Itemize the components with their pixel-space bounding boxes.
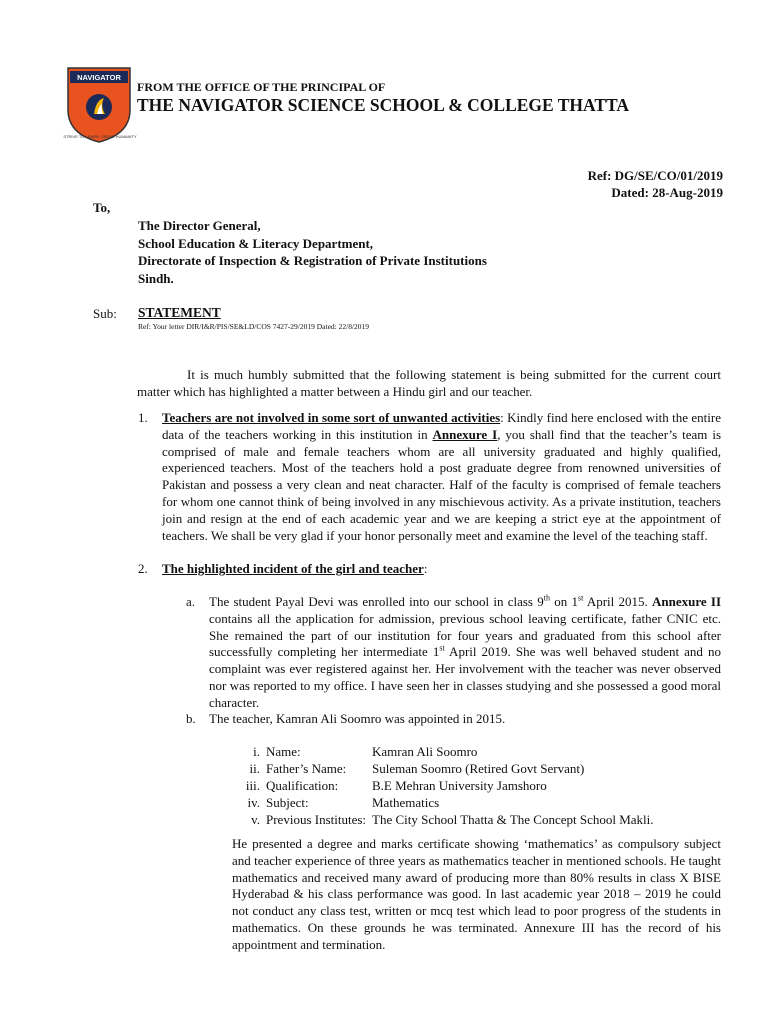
list-numeral: ii.	[249, 760, 260, 776]
item-1-text: : Kindly find here enclosed with the entire data of the teachers working in this institution in	[162, 410, 722, 442]
ref-number: Ref: DG/SE/CO/01/2019	[587, 168, 723, 183]
sub-a-text: April 2015.	[583, 594, 652, 609]
closing-paragraph: He presented a degree and marks certificate showing ‘mathematics’ as compulsory subject and teacher experience of three years as mathematics teacher in mentioned schools. He taught mathematics and received many award of producing more than 80% results in class X BISE Hyderabad & his class performance was good. In last academic year 2018 – 2019 he could not conduct any class test, written or mcq test which lead to poor progress of the students in mathematics. On these grounds he was terminated. Annexure III has the record of his appointment and termination.	[232, 836, 721, 952]
address-line: School Education & Literacy Department,	[138, 235, 374, 251]
item-2-number: 2.	[138, 561, 148, 576]
item-2-colon: :	[423, 561, 428, 576]
list-item	[218, 812, 654, 829]
item-1-text: , you shall find that the teacher’s team is comprised of male and female teachers whom are all university graduated and highly qualified, experienced teachers. Most of the teachers hold a post graduate degree from renowned universities of Pakistan and possess a very clean and neat character. Half of the faculty is comprised of female teachers for whom one cannot think of being involved in any mischievous activity. As a private institution, teachers join and resign at the end of each academic year and we are keeping a strict eye at the appointment of teachers. We shall be very glad if your honor personally meet and examine the level of the teaching staff.	[162, 426, 722, 543]
address-line: Sindh.	[138, 270, 174, 286]
detail-label: Previous Institutes:	[266, 811, 367, 827]
item-2-paragraph	[162, 561, 721, 578]
list-item	[218, 744, 654, 761]
detail-label: Father’s Name:	[266, 760, 347, 776]
school-name: THE NAVIGATOR SCIENCE SCHOOL & COLLEGE THATTA	[137, 95, 630, 115]
item-2-heading: The highlighted incident of the girl and teacher	[162, 561, 424, 576]
sub-a-text: April 2019. She was well behaved student and no complaint was ever registered against her. Her involvement with the teacher was never observed nor was reported to my office. I have seen her in classes studying and she possessed a good moral character.	[209, 644, 721, 710]
school-logo-icon	[66, 64, 132, 144]
superscript: th	[543, 593, 550, 603]
sub-a-text: contains all the application for admission, previous school leaving certificate, father CNIC etc. She remained the part of our institution for four years and graduated from this school after successfully completing her intermediate 1	[209, 610, 721, 660]
subject-label: Sub:	[93, 306, 117, 321]
detail-label: Name:	[266, 744, 301, 759]
list-numeral: iii.	[245, 777, 260, 793]
subject-title: STATEMENT	[138, 305, 221, 320]
sub-a-letter: a.	[186, 594, 196, 609]
office-line: FROM THE OFFICE OF THE PRINCIPAL OF	[137, 80, 386, 94]
detail-label: Qualification:	[266, 777, 339, 793]
sub-a-text: The student Payal Devi was enrolled into our school in class 9	[209, 594, 544, 609]
subject-reference: Ref: Your letter DIR/I&R/PIS/SE&LD/COS 7427-29/2019 Dated: 22/8/2019	[138, 322, 370, 331]
sub-a-paragraph	[209, 594, 721, 712]
list-item	[218, 761, 654, 778]
superscript: st	[439, 644, 445, 654]
address-line: Directorate of Inspection & Registration of Private Institutions	[138, 253, 487, 268]
list-numeral: v.	[251, 811, 260, 827]
list-numeral: iv.	[247, 794, 260, 810]
to-label: To,	[93, 200, 111, 215]
annexure-2: Annexure II	[652, 594, 722, 609]
item-1-number: 1.	[138, 410, 148, 425]
detail-value: The City School Thatta & The Concept School Makli.	[372, 811, 654, 827]
reference-block	[588, 167, 723, 201]
superscript: st	[577, 593, 584, 603]
recipient-address	[138, 217, 487, 287]
list-numeral: i.	[253, 744, 260, 759]
address-line: The Director General,	[138, 218, 261, 233]
sub-b-letter: b.	[186, 711, 196, 726]
list-item	[218, 795, 654, 812]
logo-tagline: STRIVE TO LEARN, SERVE HUMANITY	[63, 134, 137, 139]
detail-value: B.E Mehran University Jamshoro	[372, 777, 547, 793]
list-item	[218, 778, 654, 795]
teacher-details-list	[218, 744, 654, 829]
detail-label: Subject:	[266, 794, 309, 810]
sub-b-paragraph: The teacher, Kamran Ali Soomro was appointed in 2015.	[209, 711, 506, 726]
ref-date: Dated: 28-Aug-2019	[611, 185, 723, 200]
item-1-heading: Teachers are not involved in some sort of unwanted activities	[162, 410, 501, 425]
intro-paragraph: It is much humbly submitted that the following statement is being submitted for the current court matter which has highlighted a matter between a Hindu girl and our teacher.	[137, 367, 721, 399]
detail-value: Mathematics	[372, 794, 440, 810]
logo-text: NAVIGATOR	[77, 73, 121, 82]
annexure-1: Annexure I	[432, 426, 498, 442]
detail-value: Suleman Soomro (Retired Govt Servant)	[372, 760, 585, 776]
sub-a-text: on 1	[549, 594, 578, 609]
item-1-paragraph	[162, 410, 721, 544]
detail-value: Kamran Ali Soomro	[372, 744, 478, 759]
